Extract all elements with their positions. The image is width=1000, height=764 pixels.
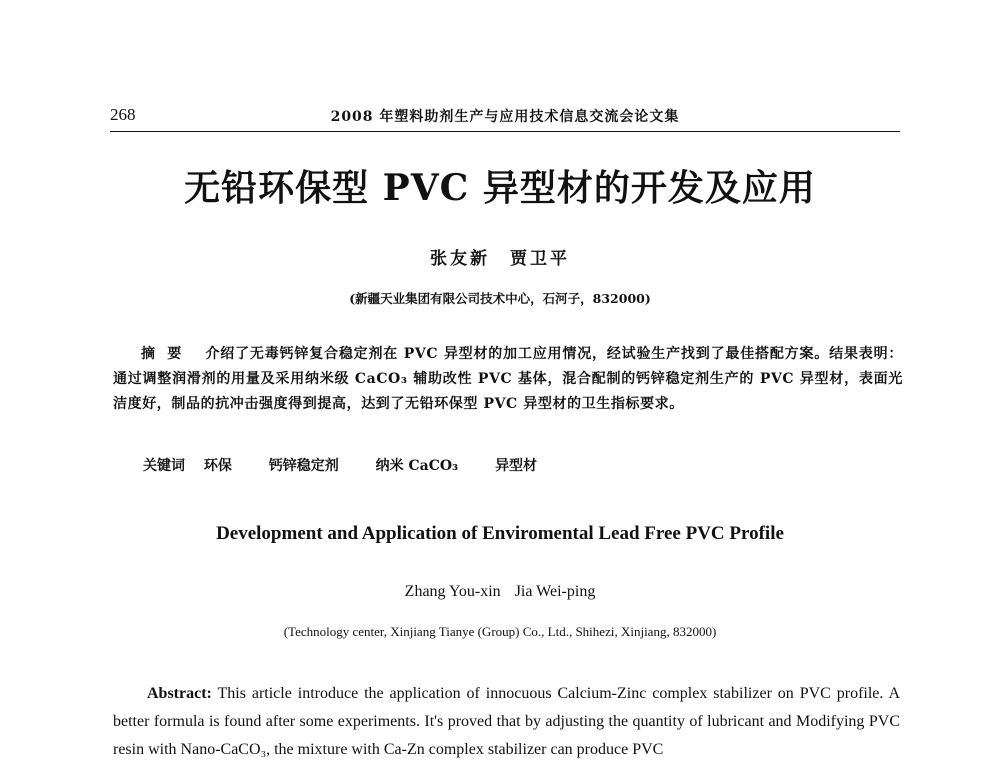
authors-en: [0, 583, 1000, 601]
author-en: Zhang You-xin: [404, 583, 501, 600]
keywords-cn-label: 关键词: [143, 458, 185, 474]
authors-cn: 张友新 贾卫平: [430, 249, 570, 269]
paper-title-cn: 无铅环保型 PVC 异型材的开发及应用: [184, 167, 816, 209]
keywords-cn: [143, 455, 569, 475]
affiliation-cn: (新疆天业集团有限公司技术中心，石河子，832000): [349, 291, 651, 306]
page-number: 268: [110, 105, 136, 124]
abstract-en-label: Abstract:: [147, 685, 212, 702]
keyword: 纳米 CaCO₃: [375, 458, 459, 474]
paper-title-en: Development and Application of Enviromental Lead Free PVC Profile: [216, 523, 784, 544]
author-en: Jia Wei-ping: [514, 583, 596, 600]
abstract-en: [113, 680, 900, 764]
abstract-cn-label: 摘要: [141, 346, 194, 362]
keyword: 异型材: [495, 458, 538, 474]
keyword: 钙锌稳定剂: [268, 458, 339, 474]
abstract-en-text: This article introduce the application of innocuous Calcium-Zinc complex stabilizer on PVC profile. A better formula is found after some experiments. It's proved that by adjusting the quantity of lubricant and Modifying PVC resin with Nano-CaCO₃, the mixture with Ca-Zn complex stabilizer can produce PVC: [113, 685, 900, 758]
affiliation-en: (Technology center, Xinjiang Tianye (Group) Co., Ltd., Shihezi, Xinjiang, 832000): [283, 624, 717, 639]
keyword: 环保: [203, 458, 232, 474]
abstract-cn-text: 介绍了无毒钙锌复合稳定剂在 PVC 异型材的加工应用情况，经试验生产找到了最佳搭配方案。结果表明：通过调整润滑剂的用量及采用纳米级 CaCO₃ 辅助改性 PVC 基体，混合配制的钙锌稳定剂生产的 PVC 异型材，表面光洁度好，制品的抗冲击强度得到提高，达到了无铅环保型 PVC 异型材的卫生指标要求。: [113, 346, 904, 412]
page-header: [110, 103, 900, 132]
running-title: 2008 年塑料助剂生产与应用技术信息交流会论文集: [330, 109, 680, 125]
abstract-cn: [113, 342, 903, 417]
